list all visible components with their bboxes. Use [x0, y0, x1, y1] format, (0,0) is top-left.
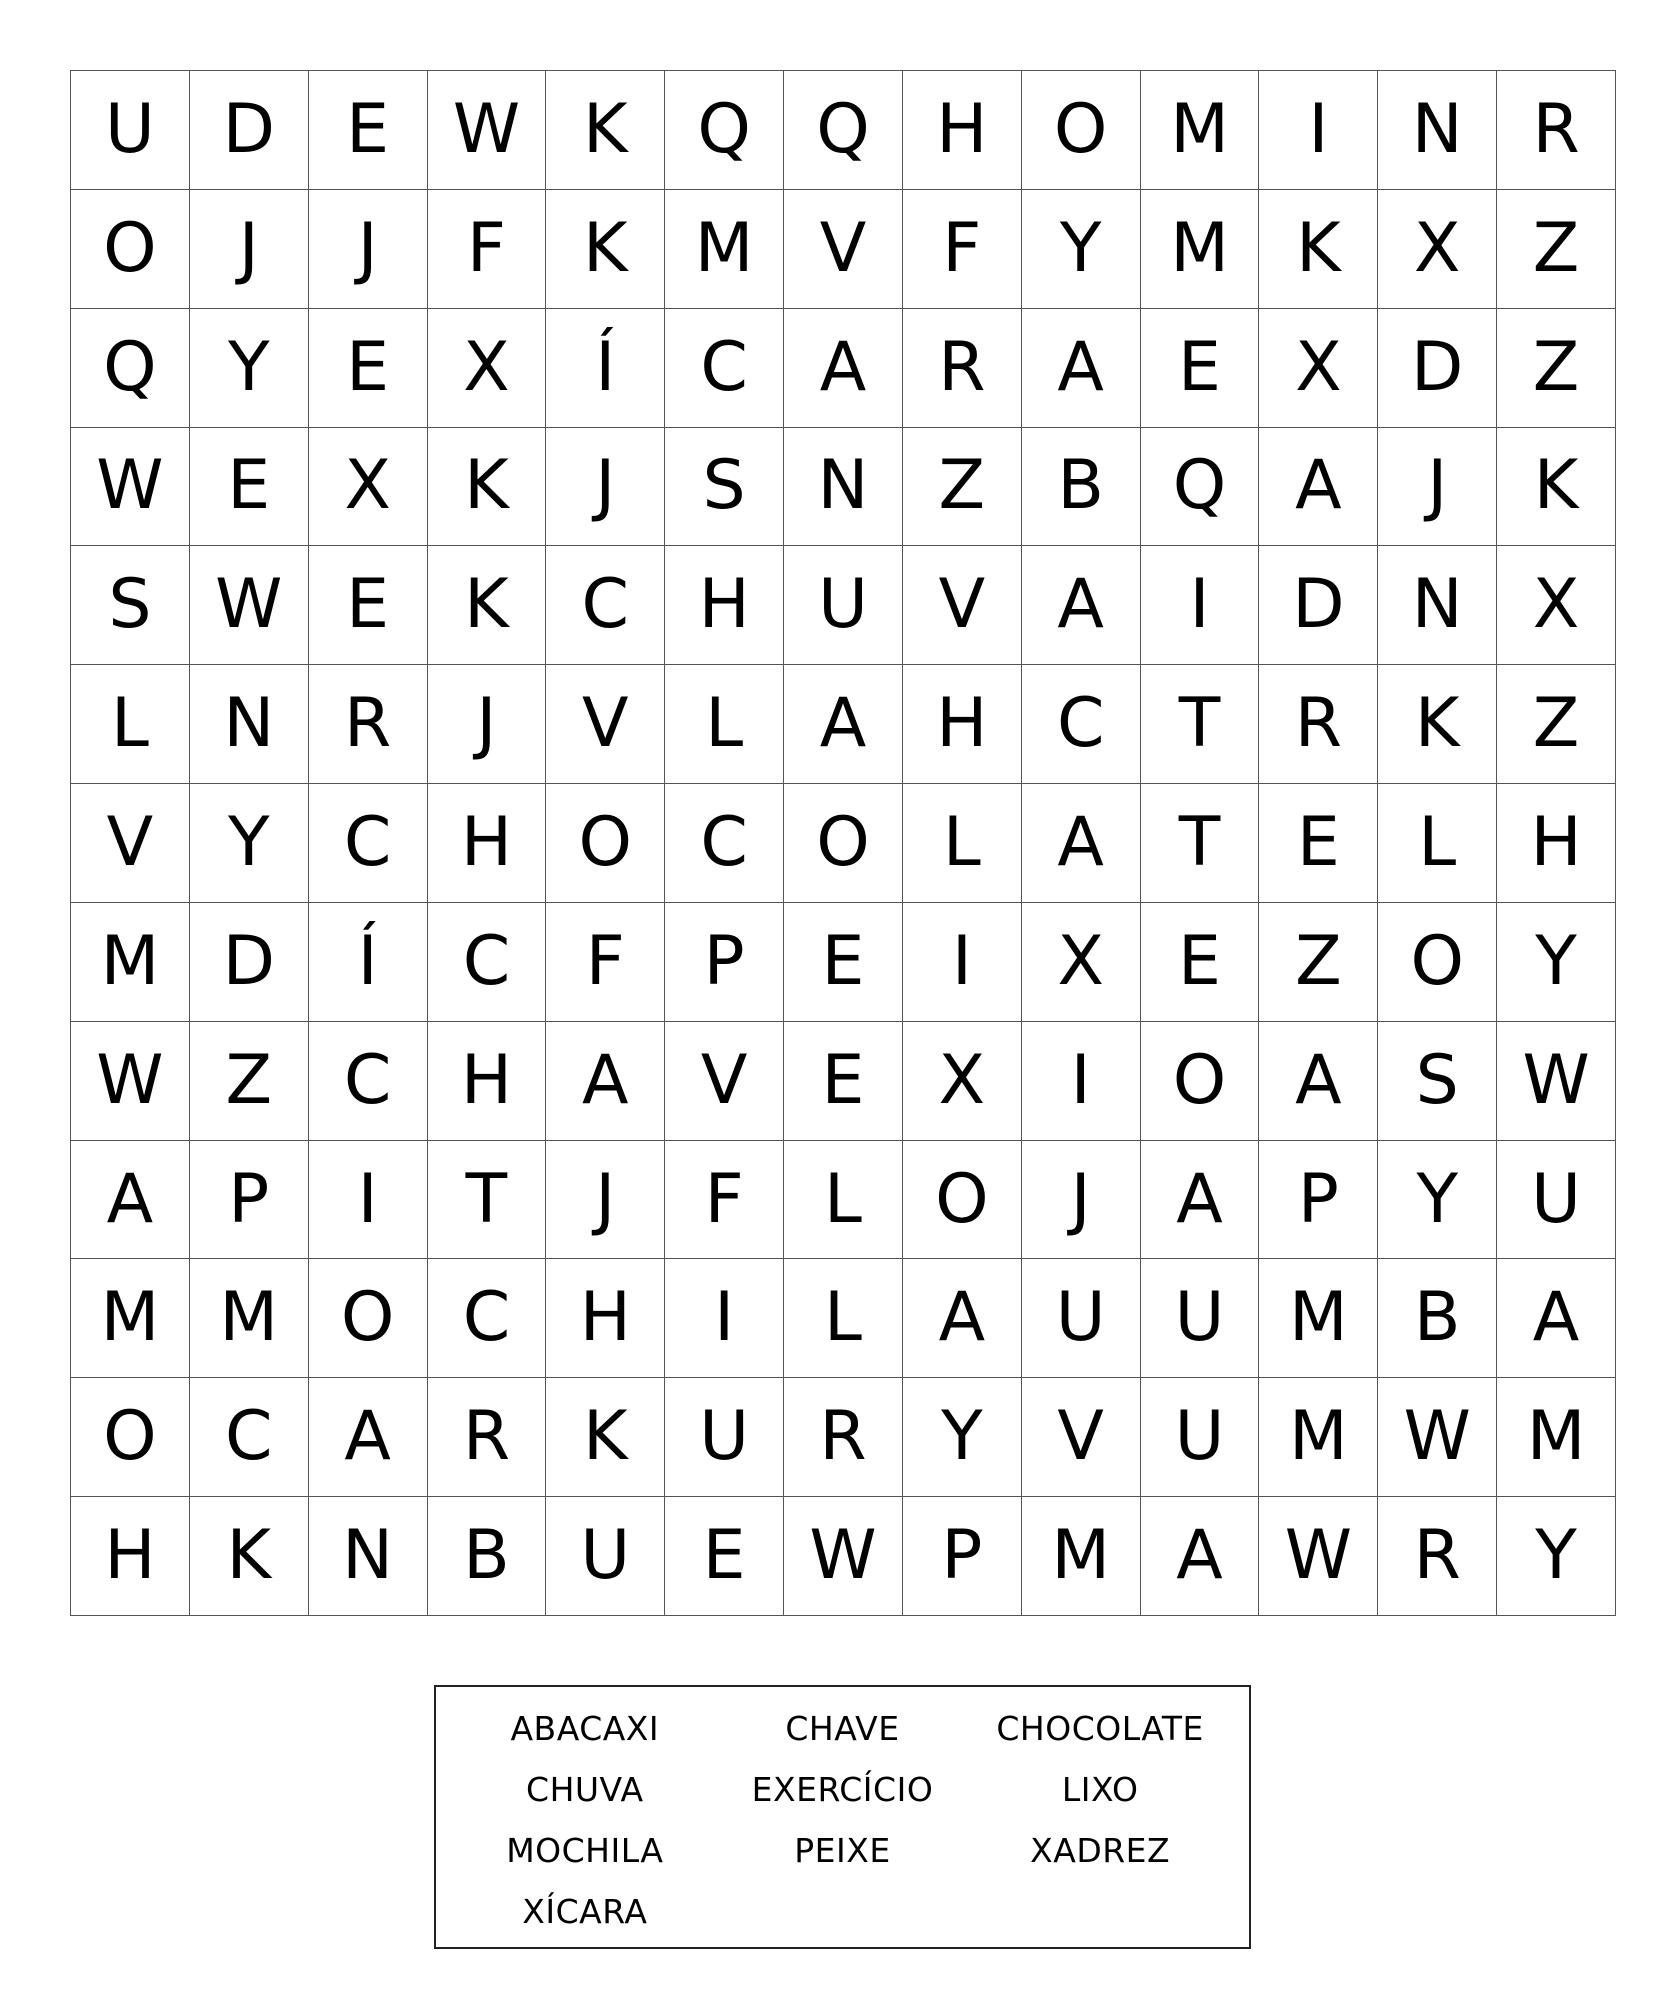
- grid-cell[interactable]: I: [1022, 1022, 1141, 1141]
- grid-cell[interactable]: A: [1141, 1497, 1260, 1616]
- grid-cell[interactable]: K: [1259, 190, 1378, 309]
- grid-cell[interactable]: M: [1141, 190, 1260, 309]
- grid-cell[interactable]: H: [1497, 784, 1616, 903]
- grid-cell[interactable]: K: [428, 428, 547, 547]
- grid-cell[interactable]: K: [428, 546, 547, 665]
- grid-cell[interactable]: P: [1259, 1141, 1378, 1260]
- grid-cell[interactable]: C: [190, 1378, 309, 1497]
- grid-cell[interactable]: K: [546, 190, 665, 309]
- grid-cell[interactable]: J: [309, 190, 428, 309]
- grid-cell[interactable]: W: [1259, 1497, 1378, 1616]
- grid-cell[interactable]: L: [1378, 784, 1497, 903]
- word-bank-item: LIXO: [1061, 1770, 1139, 1809]
- grid-cell[interactable]: Q: [1141, 428, 1260, 547]
- grid-cell[interactable]: E: [784, 903, 903, 1022]
- grid-cell[interactable]: R: [1497, 71, 1616, 190]
- grid-cell[interactable]: Q: [665, 71, 784, 190]
- grid-cell[interactable]: L: [665, 665, 784, 784]
- grid-cell[interactable]: E: [190, 428, 309, 547]
- grid-cell[interactable]: M: [190, 1259, 309, 1378]
- grid-cell[interactable]: V: [665, 1022, 784, 1141]
- grid-cell[interactable]: S: [71, 546, 190, 665]
- grid-cell[interactable]: I: [903, 903, 1022, 1022]
- grid-cell[interactable]: X: [428, 309, 547, 428]
- grid-cell[interactable]: Y: [1497, 903, 1616, 1022]
- grid-cell[interactable]: J: [428, 665, 547, 784]
- grid-cell[interactable]: X: [1259, 309, 1378, 428]
- grid-cell[interactable]: L: [784, 1259, 903, 1378]
- grid-cell[interactable]: A: [309, 1378, 428, 1497]
- grid-cell[interactable]: V: [784, 190, 903, 309]
- grid-cell[interactable]: L: [784, 1141, 903, 1260]
- grid-cell[interactable]: U: [1141, 1259, 1260, 1378]
- grid-cell[interactable]: V: [1022, 1378, 1141, 1497]
- grid-cell[interactable]: H: [71, 1497, 190, 1616]
- grid-cell[interactable]: Í: [546, 309, 665, 428]
- grid-cell[interactable]: O: [1141, 1022, 1260, 1141]
- grid-cell[interactable]: A: [784, 309, 903, 428]
- grid-cell[interactable]: S: [665, 428, 784, 547]
- grid-cell[interactable]: R: [428, 1378, 547, 1497]
- grid-cell[interactable]: A: [1022, 309, 1141, 428]
- word-bank-item: CHOCOLATE: [996, 1709, 1204, 1748]
- grid-cell[interactable]: U: [1141, 1378, 1260, 1497]
- grid-cell[interactable]: C: [1022, 665, 1141, 784]
- grid-cell[interactable]: F: [428, 190, 547, 309]
- grid-cell[interactable]: Z: [190, 1022, 309, 1141]
- grid-cell[interactable]: D: [190, 903, 309, 1022]
- grid-cell[interactable]: O: [71, 190, 190, 309]
- grid-cell[interactable]: Y: [1022, 190, 1141, 309]
- grid-cell[interactable]: J: [546, 428, 665, 547]
- grid-cell[interactable]: W: [1378, 1378, 1497, 1497]
- grid-cell[interactable]: W: [71, 428, 190, 547]
- grid-cell[interactable]: X: [1378, 190, 1497, 309]
- grid-cell[interactable]: S: [1378, 1022, 1497, 1141]
- grid-cell[interactable]: F: [903, 190, 1022, 309]
- grid-cell[interactable]: I: [665, 1259, 784, 1378]
- grid-cell[interactable]: A: [903, 1259, 1022, 1378]
- grid-cell[interactable]: C: [428, 1259, 547, 1378]
- word-bank: [434, 1685, 1251, 1949]
- grid-cell[interactable]: M: [71, 903, 190, 1022]
- grid-cell[interactable]: O: [903, 1141, 1022, 1260]
- grid-cell[interactable]: W: [71, 1022, 190, 1141]
- grid-cell[interactable]: I: [1141, 546, 1260, 665]
- grid-cell[interactable]: M: [1259, 1378, 1378, 1497]
- word-bank-item: XADREZ: [1030, 1831, 1171, 1870]
- grid-cell[interactable]: Q: [784, 71, 903, 190]
- grid-cell[interactable]: V: [71, 784, 190, 903]
- grid-cell[interactable]: R: [784, 1378, 903, 1497]
- grid-cell[interactable]: R: [903, 309, 1022, 428]
- grid-cell[interactable]: O: [784, 784, 903, 903]
- grid-cell[interactable]: T: [1141, 665, 1260, 784]
- grid-cell[interactable]: X: [1497, 546, 1616, 665]
- grid-cell[interactable]: Y: [1378, 1141, 1497, 1260]
- letter-grid: [70, 70, 1616, 1616]
- grid-cell[interactable]: W: [1497, 1022, 1616, 1141]
- word-bank-item: PEIXE: [794, 1831, 891, 1870]
- grid-cell[interactable]: N: [784, 428, 903, 547]
- grid-cell[interactable]: Z: [1497, 309, 1616, 428]
- grid-cell[interactable]: A: [1022, 784, 1141, 903]
- grid-cell[interactable]: P: [190, 1141, 309, 1260]
- grid-cell[interactable]: M: [71, 1259, 190, 1378]
- grid-cell[interactable]: O: [546, 784, 665, 903]
- grid-cell[interactable]: M: [1259, 1259, 1378, 1378]
- grid-cell[interactable]: M: [1022, 1497, 1141, 1616]
- grid-cell[interactable]: U: [71, 71, 190, 190]
- grid-cell[interactable]: A: [1497, 1259, 1616, 1378]
- grid-cell[interactable]: Y: [190, 309, 309, 428]
- grid-cell[interactable]: D: [190, 71, 309, 190]
- word-bank-item: CHAVE: [785, 1709, 900, 1748]
- grid-cell[interactable]: H: [546, 1259, 665, 1378]
- grid-cell[interactable]: M: [665, 190, 784, 309]
- grid-cell[interactable]: J: [1378, 428, 1497, 547]
- grid-cell[interactable]: E: [1141, 903, 1260, 1022]
- grid-cell[interactable]: Q: [71, 309, 190, 428]
- grid-cell[interactable]: J: [1022, 1141, 1141, 1260]
- grid-cell[interactable]: Z: [1497, 190, 1616, 309]
- grid-cell[interactable]: X: [1022, 903, 1141, 1022]
- grid-cell[interactable]: M: [1497, 1378, 1616, 1497]
- grid-cell[interactable]: O: [309, 1259, 428, 1378]
- grid-cell[interactable]: X: [309, 428, 428, 547]
- grid-cell[interactable]: C: [428, 903, 547, 1022]
- grid-cell[interactable]: Y: [1497, 1497, 1616, 1616]
- word-bank-item: ABACAXI: [510, 1709, 660, 1748]
- grid-cell[interactable]: N: [1378, 71, 1497, 190]
- word-bank-item: MOCHILA: [506, 1831, 664, 1870]
- grid-cell[interactable]: D: [1259, 546, 1378, 665]
- grid-cell[interactable]: A: [1022, 546, 1141, 665]
- grid-cell[interactable]: K: [546, 1378, 665, 1497]
- grid-cell[interactable]: H: [428, 784, 547, 903]
- grid-cell[interactable]: U: [546, 1497, 665, 1616]
- grid-cell[interactable]: W: [190, 546, 309, 665]
- grid-cell[interactable]: I: [1259, 71, 1378, 190]
- grid-cell[interactable]: E: [1141, 309, 1260, 428]
- grid-cell[interactable]: T: [428, 1141, 547, 1260]
- grid-cell[interactable]: H: [428, 1022, 547, 1141]
- grid-cell[interactable]: A: [546, 1022, 665, 1141]
- grid-cell[interactable]: Z: [903, 428, 1022, 547]
- grid-cell[interactable]: J: [546, 1141, 665, 1260]
- grid-cell[interactable]: N: [309, 1497, 428, 1616]
- grid-cell[interactable]: E: [309, 71, 428, 190]
- grid-cell[interactable]: Y: [903, 1378, 1022, 1497]
- grid-cell[interactable]: Í: [309, 903, 428, 1022]
- grid-cell[interactable]: B: [1378, 1259, 1497, 1378]
- grid-cell[interactable]: Z: [1497, 665, 1616, 784]
- grid-cell[interactable]: C: [309, 784, 428, 903]
- grid-cell[interactable]: N: [1378, 546, 1497, 665]
- grid-cell[interactable]: K: [1497, 428, 1616, 547]
- grid-cell[interactable]: A: [1141, 1141, 1260, 1260]
- grid-cell[interactable]: U: [665, 1378, 784, 1497]
- grid-cell[interactable]: B: [428, 1497, 547, 1616]
- grid-cell[interactable]: O: [1022, 71, 1141, 190]
- grid-cell[interactable]: A: [784, 665, 903, 784]
- grid-cell[interactable]: Z: [1259, 903, 1378, 1022]
- grid-cell[interactable]: L: [903, 784, 1022, 903]
- word-bank-item: EXERCÍCIO: [751, 1770, 934, 1809]
- grid-cell[interactable]: N: [190, 665, 309, 784]
- grid-cell[interactable]: F: [546, 903, 665, 1022]
- grid-cell[interactable]: I: [309, 1141, 428, 1260]
- grid-cell[interactable]: C: [665, 784, 784, 903]
- grid-cell[interactable]: V: [903, 546, 1022, 665]
- grid-cell[interactable]: H: [903, 71, 1022, 190]
- grid-cell[interactable]: B: [1022, 428, 1141, 547]
- grid-cell[interactable]: E: [309, 546, 428, 665]
- grid-cell[interactable]: E: [1259, 784, 1378, 903]
- grid-cell[interactable]: M: [1141, 71, 1260, 190]
- grid-cell[interactable]: C: [309, 1022, 428, 1141]
- grid-cell[interactable]: O: [71, 1378, 190, 1497]
- grid-cell[interactable]: R: [1259, 665, 1378, 784]
- grid-cell[interactable]: P: [665, 903, 784, 1022]
- grid-cell[interactable]: C: [546, 546, 665, 665]
- grid-cell[interactable]: A: [1259, 428, 1378, 547]
- grid-cell[interactable]: J: [190, 190, 309, 309]
- grid-cell[interactable]: E: [309, 309, 428, 428]
- grid-cell[interactable]: U: [784, 546, 903, 665]
- grid-cell[interactable]: O: [1378, 903, 1497, 1022]
- word-bank-item: CHUVA: [526, 1770, 644, 1809]
- grid-cell[interactable]: V: [546, 665, 665, 784]
- grid-cell[interactable]: K: [1378, 665, 1497, 784]
- grid-cell[interactable]: A: [71, 1141, 190, 1260]
- grid-cell[interactable]: F: [665, 1141, 784, 1260]
- grid-cell[interactable]: K: [546, 71, 665, 190]
- grid-cell[interactable]: U: [1022, 1259, 1141, 1378]
- grid-cell[interactable]: R: [1378, 1497, 1497, 1616]
- grid-cell[interactable]: H: [665, 546, 784, 665]
- grid-cell[interactable]: T: [1141, 784, 1260, 903]
- grid-cell[interactable]: P: [903, 1497, 1022, 1616]
- grid-cell[interactable]: L: [71, 665, 190, 784]
- grid-cell[interactable]: C: [665, 309, 784, 428]
- grid-cell[interactable]: K: [190, 1497, 309, 1616]
- grid-cell[interactable]: R: [309, 665, 428, 784]
- grid-cell[interactable]: E: [784, 1022, 903, 1141]
- grid-cell[interactable]: W: [784, 1497, 903, 1616]
- grid-cell[interactable]: A: [1259, 1022, 1378, 1141]
- grid-cell[interactable]: Y: [190, 784, 309, 903]
- grid-cell[interactable]: E: [665, 1497, 784, 1616]
- grid-cell[interactable]: U: [1497, 1141, 1616, 1260]
- grid-cell[interactable]: W: [428, 71, 547, 190]
- word-bank-item: XÍCARA: [522, 1892, 648, 1931]
- grid-cell[interactable]: H: [903, 665, 1022, 784]
- grid-cell[interactable]: D: [1378, 309, 1497, 428]
- grid-cell[interactable]: X: [903, 1022, 1022, 1141]
